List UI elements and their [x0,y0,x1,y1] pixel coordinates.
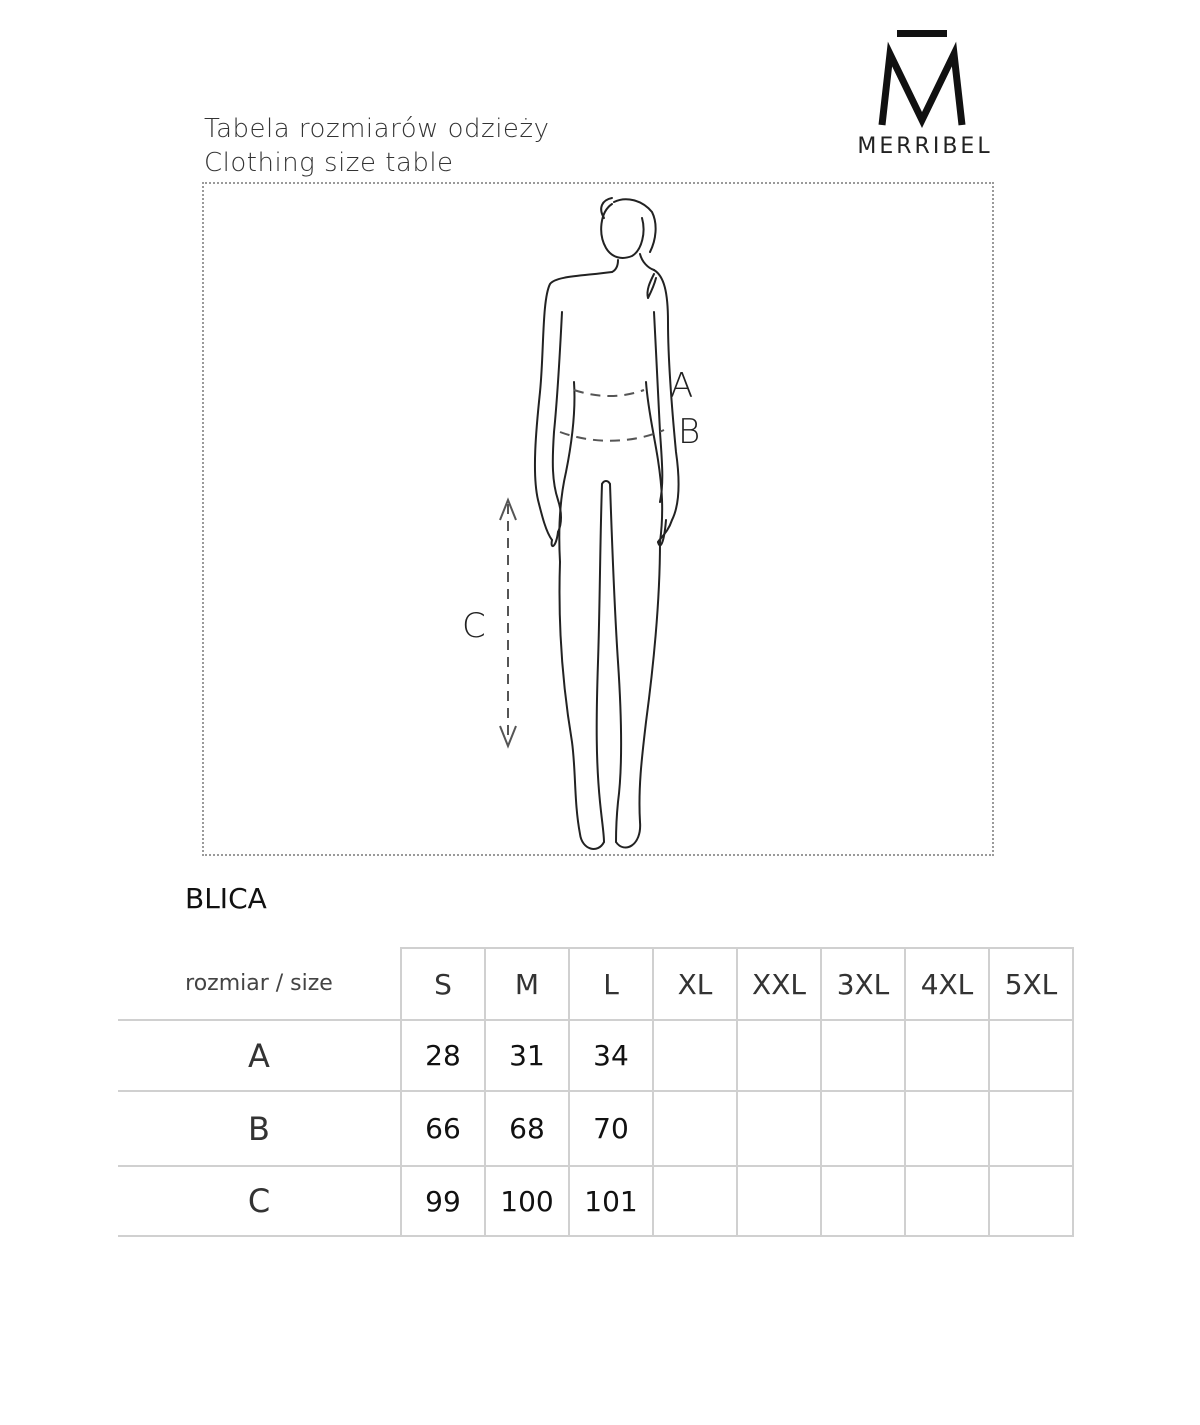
size-header-4xl: 4XL [905,948,989,1020]
title-polish: Tabela rozmiarów odzieży [204,114,550,144]
merribel-m-logo-icon [840,28,1010,128]
size-header-row [118,948,1073,1020]
table-cell [737,1020,821,1091]
table-cell: 101 [569,1166,653,1236]
table-cell [821,1166,905,1236]
size-header-xxl: XXL [737,948,821,1020]
table-cell [989,1020,1073,1091]
table-cell: 66 [401,1091,485,1166]
measurement-label-a: A [670,366,694,406]
row-label-c: C [118,1166,401,1236]
table-cell: 99 [401,1166,485,1236]
table-cell [989,1166,1073,1236]
table-row [118,1091,1073,1166]
size-header-l: L [569,948,653,1020]
row-label-b: B [118,1091,401,1166]
table-cell [737,1166,821,1236]
header-title [204,112,549,180]
table-cell [653,1091,737,1166]
measurement-label-c: C [462,606,486,646]
table-cell [737,1091,821,1166]
table-cell [905,1166,989,1236]
size-header-m: M [485,948,569,1020]
measurement-label-b: B [678,412,701,452]
table-cell: 31 [485,1020,569,1091]
table-cell [821,1091,905,1166]
title-english: Clothing size table [204,148,454,178]
table-cell [653,1020,737,1091]
table-cell [905,1020,989,1091]
table-cell: 100 [485,1166,569,1236]
body-figure [202,182,994,856]
table-cell [989,1091,1073,1166]
table-cell [905,1091,989,1166]
logo-wordmark: MERRIBEL [857,134,993,159]
table-row [118,1020,1073,1091]
table-cell: 28 [401,1020,485,1091]
size-header-3xl: 3XL [821,948,905,1020]
table-cell: 34 [569,1020,653,1091]
table-cell: 68 [485,1091,569,1166]
size-header-s: S [401,948,485,1020]
table-row [118,1166,1073,1236]
size-table [118,947,1074,1237]
table-cell [653,1166,737,1236]
table-cell [821,1020,905,1091]
body-silhouette-icon [202,182,994,856]
product-name: BLICA [185,882,267,915]
table-cell: 70 [569,1091,653,1166]
size-header-5xl: 5XL [989,948,1073,1020]
brand-logo [840,28,1010,168]
size-header-xl: XL [653,948,737,1020]
row-label-a: A [118,1020,401,1091]
size-header-label: rozmiar / size [118,948,401,1020]
